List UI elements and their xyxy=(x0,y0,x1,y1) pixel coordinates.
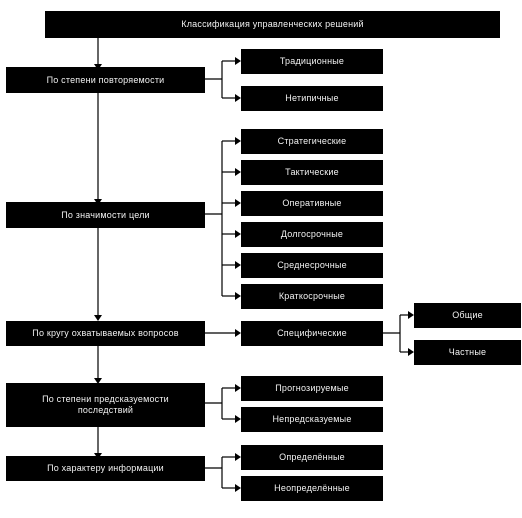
leaf-strategic: Стратегические xyxy=(241,129,383,154)
leaf-medium-term: Среднесрочные xyxy=(241,253,383,278)
leaf-traditional: Традиционные xyxy=(241,49,383,74)
leaf-uncertain: Неопределённые xyxy=(241,476,383,501)
leaf-tactical: Тактические xyxy=(241,160,383,185)
subleaf-general: Общие xyxy=(414,303,521,328)
leaf-atypical: Нетипичные xyxy=(241,86,383,111)
leaf-operational: Оперативные xyxy=(241,191,383,216)
leaf-short-term: Краткосрочные xyxy=(241,284,383,309)
category-repeatability: По степени повторяемости xyxy=(6,67,205,93)
leaf-specific: Специфические xyxy=(241,321,383,346)
leaf-certain: Определённые xyxy=(241,445,383,470)
category-scope: По кругу охватываемых вопросов xyxy=(6,321,205,346)
leaf-long-term: Долгосрочные xyxy=(241,222,383,247)
leaf-unpredictable: Непредсказуемые xyxy=(241,407,383,432)
category-goal-significance: По значимости цели xyxy=(6,202,205,228)
leaf-predictable: Прогнозируемые xyxy=(241,376,383,401)
subleaf-particular: Частные xyxy=(414,340,521,365)
diagram-title-box: Классификация управленческих решений xyxy=(45,11,500,38)
category-predictability: По степени предсказуемости последствий xyxy=(6,383,205,427)
category-information: По характеру информации xyxy=(6,456,205,481)
